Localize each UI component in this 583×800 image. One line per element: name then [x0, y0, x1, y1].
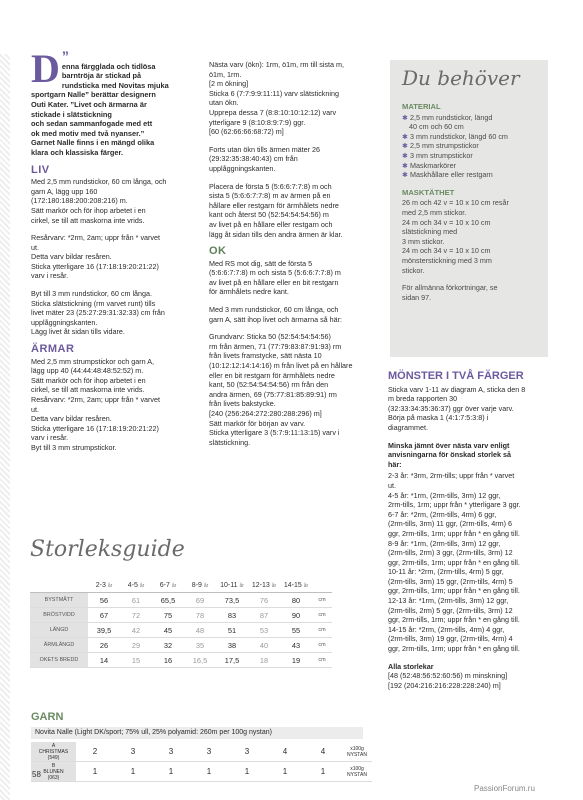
decorative-stripe	[0, 54, 10, 800]
column-right	[388, 372, 556, 698]
table-row: LÄNGD 39,5 42 45 48 51 53 55 cm	[30, 623, 332, 638]
abbreviation-note: För allmänna förkortningar, se sidan 97.	[402, 283, 498, 302]
dropcap-letter: D	[31, 46, 60, 91]
list-item: ✱ 3 mm strumpstickor	[402, 150, 473, 160]
liv-paragraph-1: Med 2,5 mm rundstickor, 60 cm långa, och garn A, lägg upp 160 (172:180:188:200:208:216) m. Sätt markör och för ihop arbetet i en cirkel, se till att maskorna inte vrids.	[31, 177, 167, 225]
list-item: ✱ Maskmarkörer	[402, 160, 456, 170]
table-row: 2-3 år 4-5 år 6-7 år 8-9 år 10-11 år 12-13 år 14-15 år	[30, 578, 332, 593]
materials-title: Du behöver	[402, 66, 520, 90]
size-guide-table	[30, 578, 332, 668]
material-heading: MATERIAL	[402, 102, 441, 111]
size-guide-title: Storleksguide	[30, 537, 185, 562]
arm-increase-paragraph: Nästa varv (ökn): 1rm, ö1m, rm till sista m, ö1m, 1rm. [2 m ökning] Sticka 6 (7:7:9:9:11:11) varv slätstickning utan ökn. Upprepa dessa 7 (8:8:10:10:12:12) varv ytterligare 9 (8:10:8:9:7:9) ggr. [60 (62:66:66:68:72) m]	[209, 60, 344, 137]
table-row: OKETS BREDD 14 15 16 16,5 17,5 18 19 cm	[30, 653, 332, 668]
all-sizes-heading: Alla storlekar	[388, 661, 434, 671]
armar-heading: ÄRMAR	[31, 343, 75, 356]
list-item: ✱ 3 mm rundstickor, längd 60 cm	[402, 131, 508, 141]
size-instructions: 2-3 år: *3rm, 2rm-tills; uppr från * varvet ut. 4-5 år: *1rm, (2rm-tills, 3rm) 12 ggr, 2rm-tills, 1rm; uppr från * ytterligare 3 ggr. 6-7 år: *2rm, (2rm-tills, 4rm) 6 ggr, (2rm-tills, 3rm) 11 ggr, (2rm-tills, 4rm) 6 ggr, 2rm-tills, 1rm; uppr från * en gång till. 8-9 år: *1rm, (2rm-tills, 3rm) 12 ggr, (2rm-tills, 2rm) 3 ggr, (2rm-tills, 3rm) 12 ggr, 2rm-tills, 1rm; uppr från * en gång till. 10-11 år: *2rm, (2rm-tills, 4rm) 5 ggr, (2rm-tills, 3rm) 15 ggr, (2rm-tills, 4rm) 5 ggr, 2rm-tills, 1rm; uppr från * en gång till. 12-13 år: *1rm, (2rm-tills, 3rm) 12 ggr, (2rm-tills, 2rm) 5 ggr, (2rm-tills, 3rm) 12 ggr, 2rm-tills, 1rm; uppr från * en gång till. 14-15 år: *2rm, (2rm-tills, 4rm) 4 ggr, (2rm-tills, 3rm) 19 ggr, (2rm-tills, 4rm) 4 ggr, 2rm-tills, 1rm; uppr från * en gång till.	[388, 471, 521, 654]
materials-content	[402, 102, 542, 310]
intro-paragraph: ” D enna färgglada och tidlösa barntröja är stickad på rundsticka med Novitas mjuka sportgarn Nalle” berättar designern Outi Kater. ”Livet och ärmarna är stickade i slätstickning och sedan sammanfogade med ett ok med motiv med två nyanser.” Garnet Nalle finns i en mängd olika klara och klassiska färger.	[31, 46, 169, 157]
gauge-text: 26 m och 42 v = 10 x 10 cm resår med 2,5 mm stickor. 24 m och 34 v = 10 x 10 cm slätstickning med 3 mm stickor. 24 m och 34 v = 10 x 10 cm mönsterstickning med 3 mm stickor.	[402, 198, 509, 275]
armar-paragraph: Med 2,5 mm strumpstickor och garn A, lägg upp 40 (44:44:48:48:52:52) m. Sätt markör och för ihop arbetet i en cirkel, se till att maskorna inte vrids. Resårvarv: *2rm, 2am; uppr från * varvet ut. Detta varv bildar resåren. Sticka ytterligare 16 (17:18:19:20:21:22) varv i resår. Byt till 3 mm strumpstickor.	[31, 356, 161, 452]
yarn-description: Novita Nalle (Light DK/sport; 75% ull, 25% polyamid: 260m per 100g nystan)	[31, 727, 363, 739]
materials-box	[390, 60, 548, 357]
table-row: A CHRISTMAS (549) 2 3 3 3 3 4 4 x100g NYSTAN	[31, 742, 372, 762]
material-list	[402, 113, 542, 180]
ok-paragraph-2: Med 3 mm rundstickor, 60 cm långa, och garn A, sätt ihop livet och ärmarna så här:	[209, 305, 343, 324]
list-item: ✱ Maskhållare eller restgarn	[402, 170, 493, 180]
ok-heading: OK	[209, 245, 227, 258]
pattern-heading: MÖNSTER I TVÅ FÄRGER	[388, 370, 524, 382]
table-row: B BLUNEN (063) 1 1 1 1 1 1 1 x100g NYSTAN	[31, 762, 372, 782]
liv-paragraph-2: Resårvarv: *2rm, 2am; uppr från * varvet ut. Detta varv bildar resåren. Sticka ytterligare 16 (17:18:19:20:21:22) varv i resår.	[31, 233, 161, 281]
pattern-paragraph: Sticka varv 1-11 av diagram A, sticka den 8 m breda rapporten 30 (32:33:34:35:36:37) ggr över varje varv. Börja på maska 1 (4:1:7:5:3:8) i diagrammet.	[388, 384, 526, 432]
ok-paragraph-3: Grundvarv: Sticka 50 (52:54:54:54:56) rm från ärmen, 71 (77:79:83:87:91:93) rm från livets framstycke, sätt nästa 10 (10:12:12:14:14:16) m från livet på en hållare eller en bit restgarn för ärmhålets nedre kant, 50 (52:54:54:54:56) rm från den andra ärmen, 69 (75:77:81:85:89:91) rm från livets bakstycke. [240 (256:264:272:280:288:296) m] Sätt markör för början av varv. Sticka ytterligare 3 (5:7:9:11:13:15) varv i slätstickning.	[209, 332, 353, 447]
all-sizes-text: [48 (52:48:56:52:60:56) m minskning] [192 (204:216:216:228:228:240) m]	[388, 671, 508, 690]
yarn-heading: GARN	[31, 711, 64, 723]
table-row: ÄRMLÄNGD 26 29 32 35 38 40 43 cm	[30, 638, 332, 653]
quote-mark: ”	[61, 48, 69, 64]
column-middle	[209, 60, 369, 455]
list-item: ✱ 2,5 mm rundstickor, längd 40 cm och 60 cm	[402, 112, 493, 132]
decrease-heading: Minska jämnt över nästa varv enligt anvisningarna för önskad storlek så här:	[388, 440, 512, 469]
ok-paragraph-1: Med RS mot dig, sätt de första 5 (5:6:6:7:7:8) m och sista 5 (5:6:6:7:7:8) m av livet på en hållare eller en bit restgarn för ärmhålets nedre kant.	[209, 258, 341, 297]
table-row: BYSTMÅTT 56 61 65,5 69 73,5 76 80 cm	[30, 593, 332, 608]
yarn-table	[31, 742, 372, 782]
liv-paragraph-3: Byt till 3 mm rundstickor, 60 cm långa. Sticka slätstickning (rm varvet runt) tills livet mäter 23 (25:27:29:31:32:33) cm från upplåggningskanten. Lägg livet åt sidan tills vidare.	[31, 289, 165, 337]
liv-heading: LIV	[31, 163, 50, 176]
watermark: PassionForum.ru	[474, 784, 535, 793]
page-number: 58	[32, 770, 41, 779]
gauge-heading: MASKTÄTHET	[402, 187, 455, 197]
arm-continue-paragraph: Forts utan ökn tills ärmen mäter 26 (29:32:35:38:40:43) cm från upplåggningskanten.	[209, 144, 321, 173]
column-left	[31, 46, 196, 461]
table-row: BRÖSTVIDD 67 72 75 78 83 87 90 cm	[30, 608, 332, 623]
list-item: ✱ 2,5 mm strumpstickor	[402, 141, 479, 151]
arm-place-paragraph: Placera de första 5 (5:6:6:7:7:8) m och sista 5 (5:6:6:7:7:8) m av ärmen på en hållare eller restgarn för ärmhålets nedre kant och återst 50 (52:54:54:54:56) m av livet på en hållare eller restgarn och lägg åt sidan tills den andra ärmen är klar.	[209, 181, 343, 239]
